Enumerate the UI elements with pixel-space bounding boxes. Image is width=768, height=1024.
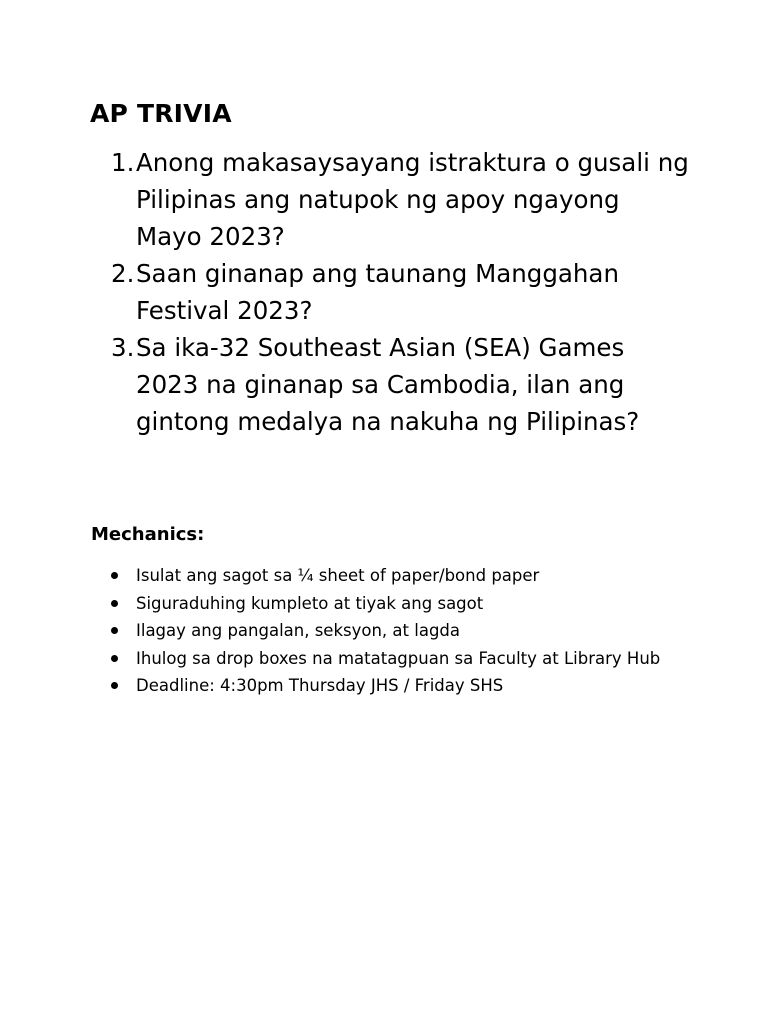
mechanics-item <box>91 645 731 673</box>
document-title: AP TRIVIA <box>90 99 232 128</box>
mechanics-item <box>91 562 731 590</box>
bullet-icon <box>111 655 118 662</box>
trivia-question-list <box>91 144 691 440</box>
mechanics-item <box>91 672 731 700</box>
mechanics-item-text: Isulat ang sagot sa ¼ sheet of paper/bond paper <box>136 566 540 585</box>
bullet-icon <box>111 600 118 607</box>
mechanics-list <box>91 562 731 700</box>
trivia-question <box>91 255 691 329</box>
question-text: Anong makasaysayang istraktura o gusali ng Pilipinas ang natupok ng apoy ngayong Mayo 2023? <box>136 148 689 251</box>
trivia-question <box>91 144 691 255</box>
mechanics-item-text: Siguraduhing kumpleto at tiyak ang sagot <box>136 593 484 613</box>
mechanics-heading: Mechanics: <box>91 524 205 545</box>
mechanics-item-text: Ilagay ang pangalan, seksyon, at lagda <box>136 621 460 640</box>
trivia-question <box>91 329 691 440</box>
question-number: 2. <box>111 259 135 288</box>
question-number: 3. <box>111 333 135 362</box>
mechanics-item-text: Deadline: 4:30pm Thursday JHS / Friday SHS <box>136 676 504 695</box>
mechanics-item <box>91 617 731 645</box>
bullet-icon <box>111 627 118 634</box>
bullet-icon <box>111 572 118 579</box>
bullet-icon <box>111 682 118 689</box>
mechanics-item-text: Ihulog sa drop boxes na matatagpuan sa Faculty at Library Hub <box>136 648 661 668</box>
question-number: 1. <box>111 148 135 177</box>
question-text: Saan ginanap ang taunang Manggahan Festival 2023? <box>136 259 619 325</box>
question-text: Sa ika-32 Southeast Asian (SEA) Games 2023 na ginanap sa Cambodia, ilan ang gintong medalya na nakuha ng Pilipinas? <box>136 333 640 436</box>
mechanics-item <box>91 590 731 618</box>
